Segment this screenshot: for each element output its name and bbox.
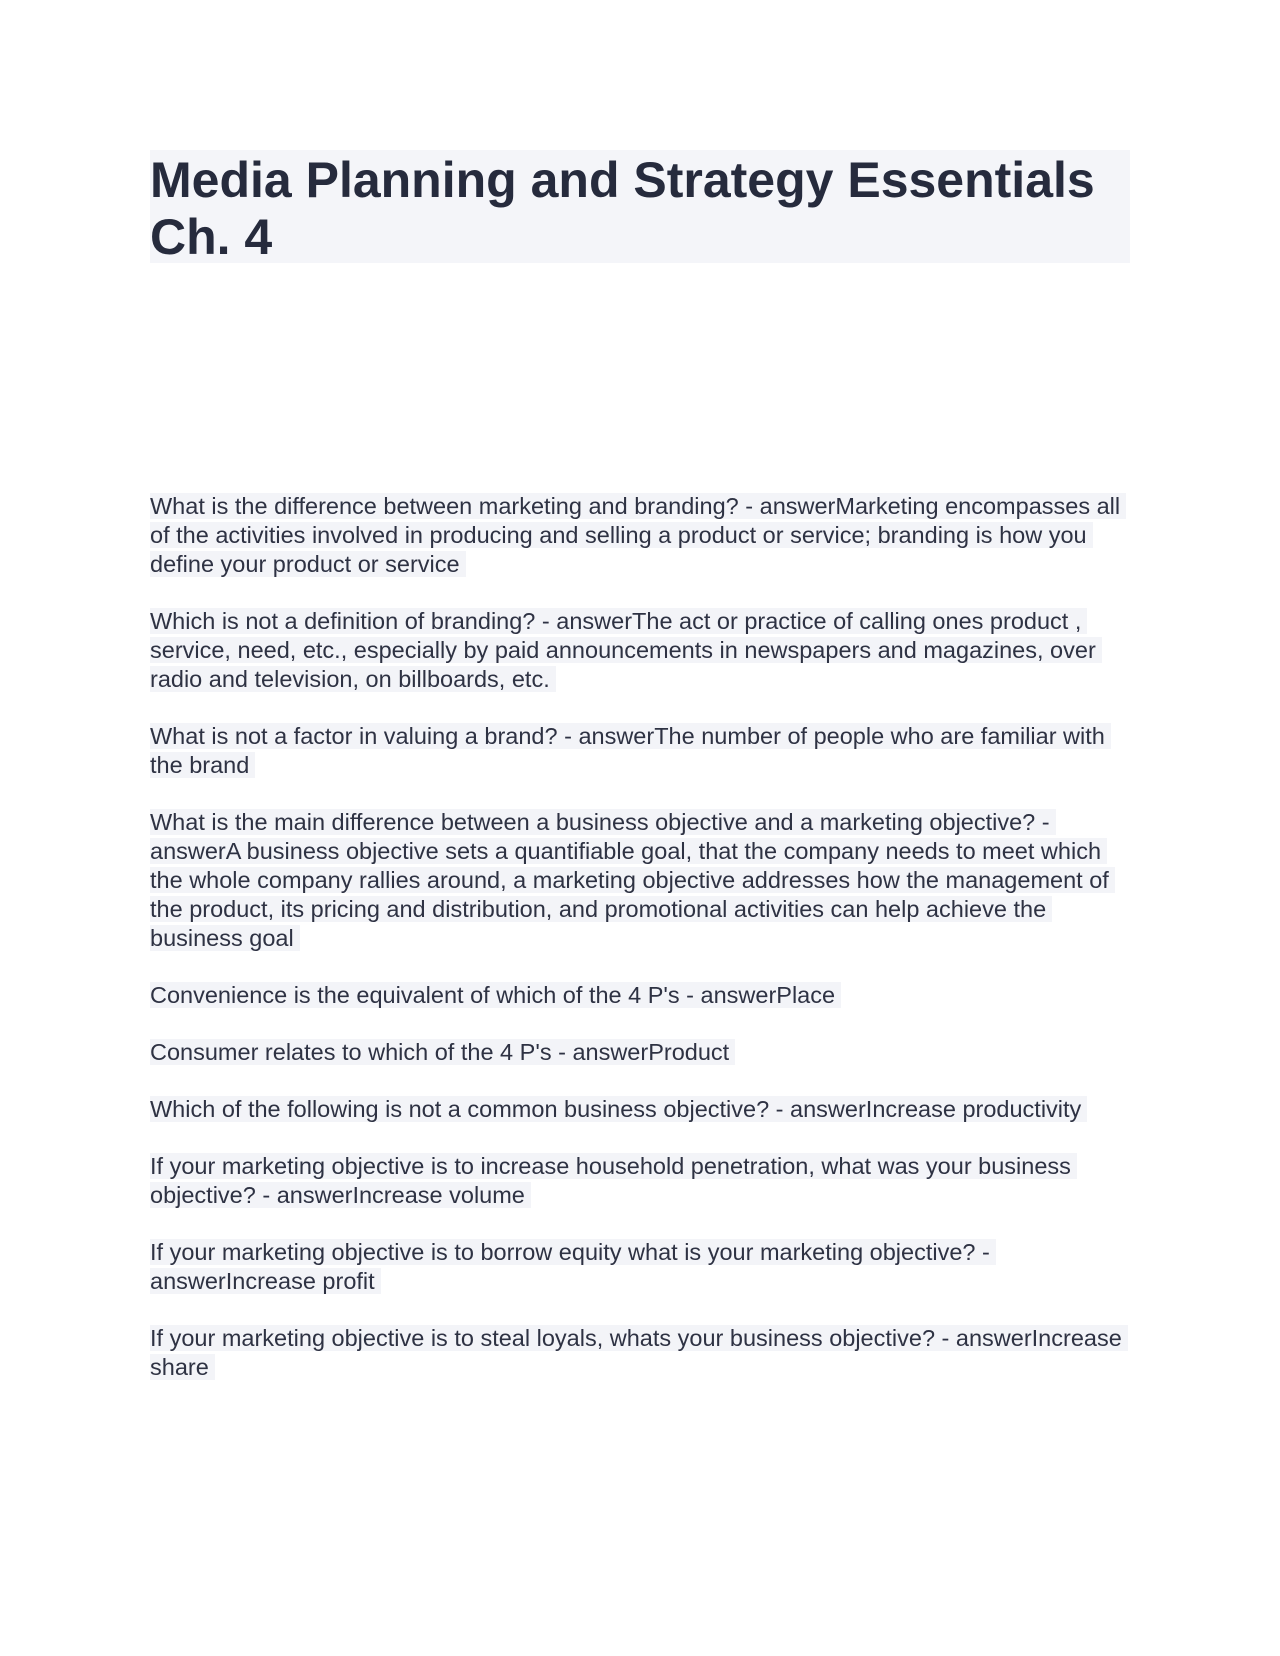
qa-item bbox=[150, 1095, 1130, 1124]
qa-item bbox=[150, 607, 1130, 694]
qa-text: Which is not a definition of branding? - answerThe act or practice of calling ones product , service, need, etc., especially by paid announcements in newspapers and magazines, over radio and television, on billboards, etc. bbox=[150, 608, 1102, 692]
qa-text: If your marketing objective is to borrow equity what is your marketing objective? - answerIncrease profit bbox=[150, 1239, 996, 1294]
qa-text: What is the main difference between a business objective and a marketing objective? - answerA business objective sets a quantifiable goal, that the company needs to meet which the whole company rallies around, a marketing objective addresses how the management of the product, its pricing and distribution, and promotional activities can help achieve the business goal bbox=[150, 809, 1115, 951]
qa-text: If your marketing objective is to steal loyals, whats your business objective? - answerIncrease share bbox=[150, 1325, 1128, 1380]
qa-text: Which of the following is not a common business objective? - answerIncrease productivity bbox=[150, 1096, 1087, 1122]
qa-text: Consumer relates to which of the 4 P's - answerProduct bbox=[150, 1039, 735, 1065]
qa-item bbox=[150, 1238, 1130, 1296]
document-title: Media Planning and Strategy Essentials Ch. 4 bbox=[150, 150, 1130, 263]
qa-list bbox=[150, 492, 1130, 1410]
qa-text: What is not a factor in valuing a brand? - answerThe number of people who are familiar with the brand bbox=[150, 723, 1111, 778]
qa-item bbox=[150, 1038, 1130, 1067]
qa-item bbox=[150, 1324, 1130, 1382]
qa-text: Convenience is the equivalent of which of the 4 P's - answerPlace bbox=[150, 982, 841, 1008]
qa-item bbox=[150, 981, 1130, 1010]
qa-item bbox=[150, 808, 1130, 953]
qa-item bbox=[150, 492, 1130, 579]
qa-item bbox=[150, 722, 1130, 780]
document-page bbox=[150, 150, 1130, 1380]
qa-text: If your marketing objective is to increase household penetration, what was your business objective? - answerIncrease volume bbox=[150, 1153, 1077, 1208]
qa-text: What is the difference between marketing and branding? - answerMarketing encompasses all of the activities involved in producing and selling a product or service; branding is how you define your product or service bbox=[150, 493, 1126, 577]
qa-item bbox=[150, 1152, 1130, 1210]
